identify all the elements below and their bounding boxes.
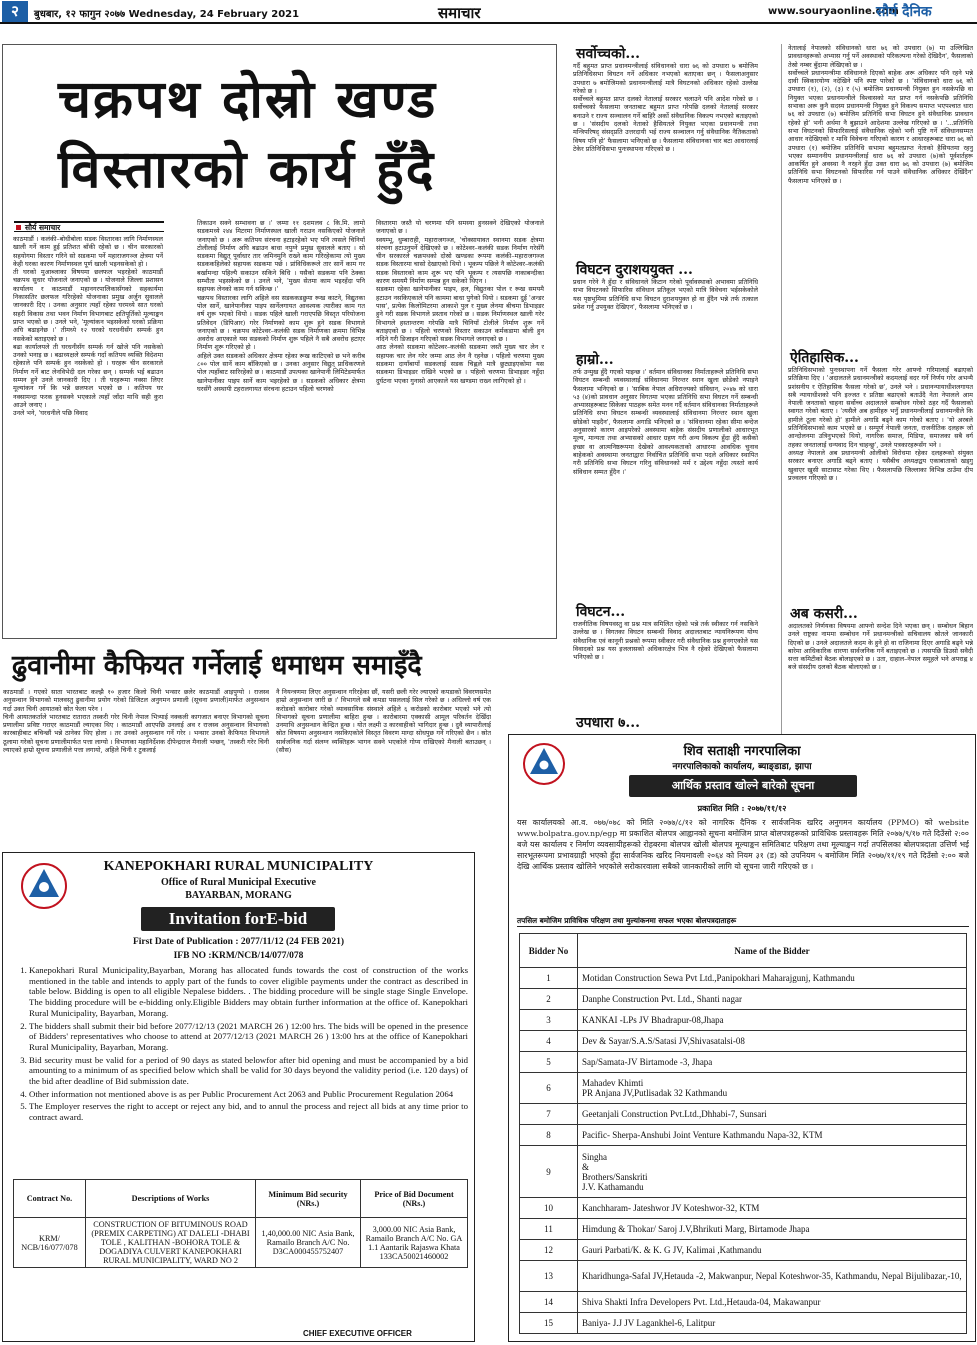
- contract-no: KRM/ NCB/16/077/078: [14, 1218, 86, 1268]
- bidder-table: [519, 933, 967, 1334]
- bidder-number: 7: [520, 1104, 578, 1125]
- bidder-number: 11: [520, 1219, 578, 1240]
- byline-text: सौर्य समाचार: [25, 223, 61, 232]
- clause-item: 3. Bid security must be valid for a period of 90 days as stated belowfor after bid opening and must be accompanied by a bid amounting to a minimum of as specified below which shall be valid for 30 days beyond the validity period (i.e. 120 days) of the bid after deadline of Bid submission date.: [29, 1055, 468, 1087]
- notice-body: यस कार्यालयको आ.व. ०७७/०७८ को मिति २०७७/८/१२ को नागरिक दैनिक र सार्वजनिक खरिद अनुगमन कार्यालय (PPMO) को website www.bolpatra.gov.np/egp मा प्रकाशित बोलपत्र आह्वानको सूचना बमोजिम प्राप्त बोलपत्रहरूको प्राविधिक प्रस्तावहरू मिति २०७७/९/१७ गते दिउँसो २:०० बजे यस कार्यालय र निर्माण व्यवसायीहरूको रोहबरमा बोलपत्र खोली बोलपत्र मूल्याङ्कन समितिबाट परिक्षण तथा मूल्याङ्कन गर्दा तपसिलका बोलपत्रदाता उत्तिर्ण भई सारभूतरूपमा प्रभावग्राही भएको हुँदा सार्वजनिक खरिद नियमावली २०६४ को नियम ३१ (ड) को उपनियम ५ बमोजिम मिति २०७७/११/१९ गते दिउँसो २:०० बजे देखि आर्थिक प्रस्ताव खोलिने भएकोले सरोकारवाला सबैको जानकारीको लागि यो सूचना जारी गरिएको छ ।: [517, 818, 969, 871]
- story2-headline: ढुवानीमा कैफियत गर्नेलाई धमाधम समाइँदै: [12, 650, 422, 681]
- section-title: समाचार: [438, 4, 481, 22]
- table-header: Contract No.: [14, 1180, 86, 1218]
- notice-address: BAYARBAN, MORANG: [185, 890, 292, 901]
- bidder-name: Geetanjali Construction Pvt.Ltd.,Dhhabi-7, Sunsari: [578, 1104, 967, 1125]
- right-col1-text-3: तर्फ उन्मुख हुँदै गएको पाइन्छ ।' वर्तमान संविधानका निर्माताहरूले प्रतिनिधि सभा विघटन सम्बन्धी व्यवस्थालाई संविधानमा निरन्तर स्थान खुला छोडेको नपाइने फैसलामा भनिएको छ । 'साबिक नेपाल अधिराज्यको संविधान, २०४७ को धारा ५३ (४)को प्रावधान अनुसार विगतमा भएका प्रतिनिधि सभा विघटन गर्ने सम्बन्धी अभ्यासहरूबाट सिकेका पाठहरू समेत मनन गर्दै वर्तमान संविधानका निर्माताहरूले प्रतिनिधि सभा विघटन सम्बन्धी व्यवस्थालाई संविधानमा निरन्तर स्थान खुला छोडेको पाइदैन', फैसलामा अगाडि भनिएको छ । 'संविधानमा रहेका सीमा बन्देज अनुसारको कारण आइपरेको अवस्थामा बाहेक संसदीय प्रणालीको आधारभूत मूल्य, मान्यता तथा अभ्यासको आधार ग्रहण गरी अन्य विकल्प हुँदा हुँदै कसैको इच्छा वा आत्मनिष्ठरूपमा देखेको आवश्यकताको आधारमा आवधिक चुनाव बाहेकको अवस्थामा जनताद्वारा निर्वाचित प्रतिनिधि सभा पदले अधिकार स्थापित गरी प्रतिनिधि सभा विघटन गरिनु संविधानको मर्म र उद्देश्य नहुँदा त्यस्तो कार्य संविधान सम्मत हुँदैन ।': [573, 368, 758, 476]
- table-row: [14, 1218, 468, 1268]
- subhead-vighatan-durashay: विघटन दुराशययुक्त ...: [576, 262, 693, 278]
- website-link[interactable]: www.souryaonline.com: [768, 6, 899, 17]
- square-bullet-icon: [16, 225, 21, 230]
- page-date: बुधबार, १२ फागुन २०७७ Wednesday, 24 February 2021: [34, 9, 300, 20]
- work-description: CONSTRUCTION OF BITUMINOUS ROAD (PREMIX CARPETING) AT DALELI -DHABI TOLE , KALITHAN -BOHORA TOLE & DOGADIYA CULVERT KANEPOKHARI RURAL MUNICIPALITY, WARD NO 2: [86, 1218, 256, 1268]
- table-row: [520, 1052, 967, 1073]
- story2-column-2: नै नियन्त्रणमा लिएर अनुसन्धान गरिरहेका छौं, यसरी छली गरेर ल्याएको कपडाको विवरणसमेत हाम्रो अनुसन्धान जारी छ ।' विभागले सबै कपडा पसललाई सिल गरेको छ । अधिल्लो वर्ष एक करोडको कारोबार गरेको व्यावसायिक संस्थाले अहिले ६ करोडको कारोबार भएको भने त्यो विभागको सूचना प्रणालीमा बाहिरा हुन्छ । कारोबारमा एक्कासी आमूल परिवर्तन देखिँदा उनमाथि अनुसन्धान केन्द्रित हुन्छ । योत लक्ष्मी उ कारवाहीको भागिदार हुन्छ । दुवै व्यापारीलाई स्रोत विषयमा अनुसन्धान नसकिएकोले विस्तृत विवरण माग्दा सोधपुछ गर्ने गरिएको छैन । स्रोत सार्वजनिक गर्दा संलग्न व्यक्तिहरू भागन सक्ने भएकोले गोप्य राखिएको मैनाली बताउछन् । (सौस): [276, 688, 491, 755]
- bidder-number: 2: [520, 989, 578, 1010]
- table-header: Name of the Bidder: [578, 934, 967, 968]
- right-col2-text-3: अदालतको निर्णयका विषयमा आफ्नो सन्देश दिने भएका छन् । सम्बोधन बिहान उनले राष्ट्रका नाममा सम्बोधन गर्ने प्रधानमन्त्रीको सचिवालय स्रोतले जानकारी दिएको छ । उनले अदालतले कदम के हुने हो वा राजिनामा दिएर अगाडि बढ्ने भन्ने बारेमा आधिकारिक धारणा सार्वजनिक गर्ने बताइएको छ । त्यसपछि डिउसो सवैदी सत्ता कमिटीको बैठक बोलाइएको छ । उता, दाहाल–नेपाल समूहले भने अपराह्न ४ बजे संसदीय दलको बैठक बोलाएको छ ।: [788, 622, 973, 672]
- bidder-number: 6: [520, 1073, 578, 1104]
- table-row: [520, 1146, 967, 1198]
- bid-document-price: 3,000.00 NIC Asia Bank, Ramailo Branch A/C No. GA 1.1 Aantarik Rajaswa Khata 133CA50021460002: [361, 1218, 468, 1268]
- table-header: Bidder No: [520, 934, 578, 968]
- subhead-aitihasik: ऐतिहासिक...: [790, 350, 859, 366]
- bidder-name: Mahadev Khimti PR Anjana JV,Putlisadak 32 Kathmandu: [578, 1073, 967, 1104]
- bidder-name: Danphe Construction Pvt. Ltd., Shanti nagar: [578, 989, 967, 1010]
- notice-office: नगरपालिकाको कार्यालय, ब्याङ्डाडा, झापा: [672, 762, 812, 772]
- table-row: [520, 1261, 967, 1292]
- table-row: [520, 1073, 967, 1104]
- page-number: २: [2, 1, 28, 22]
- bidder-name: Pacific- Sherpa-Anshubi Joint Venture Kathmandu Napa-32, KTM: [578, 1125, 967, 1146]
- table-row: [520, 1240, 967, 1261]
- notice-banner: आर्थिक प्रस्ताव खोल्ने बारेको सूचना: [629, 775, 857, 797]
- bidder-name: Himdung & Thokar/ Saroj J.V,Bhrikuti Marg, Birtamode Jhapa: [578, 1219, 967, 1240]
- table-row: [520, 989, 967, 1010]
- main-story-column-1: काठमाडौं । कलंकी–बोधीबोला सडक विस्तारका लागि निर्माणस्थल खाली गर्ने काम हुई प्रतिशत बाँकी रहेको छ । चीन सरकारको सहयोगमा विस्तार गरिने सो सडकमा पर्ने महाराजगञ्ज क्षेत्रमा पर्ने केही घरका कारण निर्माणस्थल पूर्ण खाली भइनसकेको हो । ती घरको मुआब्जाका विषयमा छलफल भइरहेको काठमाडौं चक्रपथ सुधार योजनाले जनाएको छ । योजनाले जिल्ला प्रशासन कार्यालय र काठमाडौं महानगरपालिकासँगको सहकार्यमा निकासतिर छलफल गरिरहेको योजनाका प्रमुख अर्जुन सुवालले जानकारी दिए । उनका अनुसार त्यहाँ रहेका घरमध्ये सात घरको सहरी विकास तथा भवन निर्माण विभागबाट क्षतिपूर्तिको मूल्याङ्कन प्राप्त भएको छ । उनले भने, 'मूल्यांकन भइसकेको घरको प्रक्रिया अघि बढाइनेछ ।' तीमध्ये १२ घरको घरधनीसँग सम्पर्क हुन नसकेको बताइएको छ । बढा कार्यालयले ती घरधनीसँग सम्पर्क गर्न खोजे पनि नसकेको उनको भनाइ छ । बढाध्यक्षले सम्पर्क गर्दा कतिपय व्यक्ति विदेशमा रहेकाले पनि सम्पर्क हुन नसकेको हो । घरहरू चीन सरकारले निर्माण गर्ने बाट लेनविभेदी दल गरेका छन् । सम्पर्क भई बढाउन सम्मन हुने उनले जानकारी दिए । ती घरहरूमा नक्सा लिएर मूल्यांकन गर्ने कि भन्ने छलफल भएको छ । कतिपय घर नक्सामन्दा फरक हुनसक्ने भएकाले त्यहाँ जाँदा माथि सही कुरा आउने जनाए । उनले भने, 'घरधनीले पछि विवाद: [13, 235, 163, 418]
- table-row: [520, 1010, 967, 1031]
- bidder-number: 4: [520, 1031, 578, 1052]
- bidder-name: Motidan Construction Sewa Pvt Ltd.,Panipokhari Maharajgunj, Kathmandu: [578, 968, 967, 989]
- right-col1-text-4: राजनीतिक विषयवस्तु वा प्रश्न मात्र समिलित रहेको भन्ने तर्क स्वीकार गर्न नसकिने उल्लेख छ । विगतका विघटन सम्बन्धी विवाद अदालतबाट न्यायनिरूपण योग्य संवैधानिक एवं कानूनी प्रश्नको रूपमा स्वीकार गरी संवैधानिक प्रश्न हुनगएकोले यस विवादको प्रश्न यस इजलासको अधिकारक्षेत्र भित्र नै रहेको देखिएको फैसलामा भनिएको छ ।: [573, 620, 758, 662]
- bidder-name: Gauri Parbati/K. & K. G JV, Kalimai ,Kathmandu: [578, 1240, 967, 1261]
- table-row: [520, 1219, 967, 1240]
- subhead-ab-kasari: अब कसरी...: [790, 606, 858, 622]
- contract-table: [13, 1179, 468, 1268]
- byline: [14, 221, 164, 232]
- bidder-number: 3: [520, 1010, 578, 1031]
- main-headline-line1: चक्रपथ दोस्रो खण्ड: [58, 69, 438, 130]
- bidder-number: 12: [520, 1240, 578, 1261]
- bidder-number: 14: [520, 1292, 578, 1313]
- main-headline-line2: विस्तारको कार्य हुँदै: [58, 139, 436, 200]
- notice-clauses: [13, 965, 468, 1125]
- clause-item: 4. Other information not mentioned above is as per Public Procurement Act 2063 and Public Procurement Regulation 2064: [29, 1089, 468, 1100]
- ebid-notice: [2, 852, 475, 1342]
- clause-item: 5. The Employer reserves the right to accept or reject any bid, and to annul the process and reject all bids at any time prior to contract award.: [29, 1101, 468, 1122]
- table-header: Descriptions of Works: [86, 1180, 256, 1218]
- bid-security: 1,40,000.00 NIC Asia Bank, Ramailo Branch A/C No. D3CA000455752407: [256, 1218, 361, 1268]
- table-row: [520, 1125, 967, 1146]
- subhead-hamro: हाम्रो...: [576, 352, 614, 368]
- table-row: [520, 968, 967, 989]
- notice-banner: Invitation forE-bid: [141, 907, 335, 931]
- bidder-number: 5: [520, 1052, 578, 1073]
- subhead-vighatan: विघटन...: [576, 604, 626, 620]
- brand-logo: सौर्य दैनिक: [876, 4, 932, 20]
- signatory: CHIEF EXECUTIVE OFFICER: [303, 1329, 412, 1338]
- bidder-name: Shiva Shakti Infra Developers Pvt. Ltd.,Hetauda-04, Makawanpur: [578, 1292, 967, 1313]
- clause-item: 2. The bidders shall submit their bid before 2077/12/13 (2021 MARCH 26 ) 12:00 hrs. The bids will be opened in the presence of Bidders' representatives who choose to attend at 2077/12/13 (2021 MARCH 26 ) 13:00 hrs at the office of Kanepokhari Rural Municipality, Bayarban, Morang.: [29, 1021, 468, 1053]
- bidder-number: 8: [520, 1125, 578, 1146]
- right-col1-text-1: गर्दै बहुमत प्राप्त प्रधानमन्त्रीलाई संविधानको धारा ७६ को उपधारा ७ बमोजिम प्रतिनिधिसभा विघटन गर्ने अधिकार नभएको बताएका छन् । फैसलाअनुसार उपधारा ७ बमोजिमको प्रधानमन्त्रीलाई मात्रै विघटनको अधिकार रहेको उल्लेख गरेको छ । सर्वोच्चले बहुमत प्राप्त दलको नेतालाई सरकार चलाउने पनि आदेश गरेको छ । सर्वोच्चको फैसलामा जनताबाट बहुमत प्राप्त गरेपछि दलको नेतालाई सरकार बनाउने र राज्य सञ्चालन गर्ने बाहिरै अर्को संवैधानिक विकल्प नभएको बताइएको छ । 'संसदीय दलको नेताको हैसियतले नियुक्त भएका प्रधानमन्त्री तथा मन्त्रिपरिषद् संसद्प्रति उत्तरदायी भई राज्य सञ्चालन गर्नु संवैधानिक नैतिकताको विषय पनि हो' फैसलामा भनिएको छ । फैसलामा संविधानका चार बटा आधारलाई टेकेर प्रतिनिधिसभा पुनःस्थापना गरिएको छ ।: [573, 62, 758, 153]
- table-row: [520, 1198, 967, 1219]
- right-col2-text-1: नेतालाई नेपालको संविधानको धारा ७६ को उपधारा (७) मा उल्लिखित प्रावधानहरूको अभ्यास गर्नु पर्ने अवस्थाको परिकल्पना गरेको देखिदैन', फैसलाको तेस्रो नम्बर बुँदामा लेखिएको छ । सर्वोच्चले प्रधानमन्त्रीमा संविधानले दिएको बाहेक अरू अधिकार पनि रहने भन्ने दावी स्विकारयोग्य नदेखिने पनि स्पष्ट पारेको छ । 'संविधानको धारा ७६ को उपधारा (१), (२), (३) र (५) बमोजिम प्रधानमन्त्री नियुक्त हुन नसकेपछि वा नियुक्त भएका प्रधानमन्त्रीले विश्वासको मत प्राप्त गर्न नसकेपछि प्रतिनिधि सभाका अरू कुनै सदस्य प्रधानमन्त्री नियुक्त हुने विकल्प समाप्त भएपश्चात धारा ७६ को उपधारा (७) बमोजिम प्रतिनिधि सभा विघटन हुने संवैधानिक प्रावधान रहेको हो' भनी अर्थमा नै बुझाउने आदेशमा उल्लेख गरिएको छ । '...प्रतिनिधि सभा विघटनको सिफारिसलाई संवैधानिक रहेको भनी पुष्टि गर्ने संविधानसम्मत आधार नदेखिएको र माथि विवेचना गरिएको कारण र आधारहरूबाट धारा ७६ को उपधारा (१) बमोजिम प्रतिनिधि सभामा बहुमतप्राप्त नेताको हैसियतमा रहनु भएका सम्माननीय प्रधानमन्त्रीलाई धारा ७६ को उपधारा (७)को पूर्वशर्तहरू आकर्षित हुने अवस्था नै नरहने हुँदा उक्त धारा ७६ को उपधारा (७) बमोजिम प्रतिनिधि सभा विघटनको सिफारिस गर्न पाउने संवैधानिक अधिकार देखिँदैन' फैसलामा भनिएको छ ।: [788, 44, 973, 185]
- clause-item: 1. Kanepokhari Rural Municipality,Bayarban, Morang has allocated funds towards the cost of construction of the works mentioned in the table and intends to apply part of the funds to cover eligible payments under the contract as described in table below. Bidding is open to all eligible Nepalese bidders. . The bidding procedure will be single stage Single Envelope. The bidding procedure will be e-bidding only.Eligible Bidders may obtain further information at the office of. Kanepokhari Rural Municipality, Bayarban, Morang.: [29, 965, 468, 1019]
- main-story-column-2: तिकाउन सक्ने सम्भावना छ ।' जम्मा ११ दशमलव ८ कि.मि. लामो सडकमध्ये २४४ मिटरमा निर्माणस्थल खाली गराउन नसकिएको योजनाले जनाएको छ । अरू कतिपय संरचना हटाइरहेको भए पनि त्यसले चिनियाँ टोलीलाई निर्माण अघि बढाउन बाधा नपुग्ने प्रमुख सुवालले बताए । सो सडकमा विद्युत् पूर्वाधार तार जमिनमुनि राख्ने काम गरिरहेकामा त्यो मुख्य सडककहिलेको सहायक सडकमा पर्छ । प्रांविधिकरूले तार सार्ने काम गर बर्खामन्दा पहिल्यै सकाउन सकिने बिधि । यसैको सडकमा पनि ठेक्का सम्भौता भइसकेको छ । उनले भने, 'मुख्य सेतमा काम भइरहँदा पनि सहायक लेनको काम गर्न सकिन्छ ।' चक्रपथ विस्तारका लागि अहिले वस सडककडछुमा रूख काटने, विद्युतका पोल सार्ने, खानेपानीका पाइप सार्नेलगायत आवश्यक त्यारीका काम गत वर्ष शुरू भएको थियो । सडक पहिले खाली गराएपछि विस्तृत परियोजना प्रतिवेदन (डिपिआर) गरेर निर्माणको काम शुरू हुने सडक विभागले जनाएको छ । चक्रपथ कोटेश्वर–कलंकी सडक निर्माणका क्रममा विभिन्न अवरोध आएकाले यस सडकको निर्माण शुरू पहिले नै सबै अवरोध हटाएर निर्माण शुरू गरिएको हो । अहिले उक्त सडकको अधिकार क्षेत्रमा रहेका रूख काटिएको छ भने करीब ८०० पोल सार्ने काम बाँकिएको छ । उनका अनुसार विद्युत् प्राधिकरणले पोल त्यहाँबाट सारिरहेको छ । काठमाडौं उपत्यका खानेपानी लिमिटेडमार्फत खानेपानीका पाइप सार्ने काम भइरहेको छ । सडकको अधिकार क्षेत्रमा घरसँगै अस्थायी टहरालगायत संरचना हटाउन पहिलो चरणको: [197, 219, 365, 393]
- table-header: Price of Bid Document (NRs.): [361, 1180, 468, 1218]
- table-row: [520, 1292, 967, 1313]
- bidder-name: Dev & Sayar/S.A.S/Satasi JV,Shivasatalsi-08: [578, 1031, 967, 1052]
- bidder-number: 1: [520, 968, 578, 989]
- bidder-name: KANKAI -LPs JV Bhadrapur-08,Jhapa: [578, 1010, 967, 1031]
- ifb-number: IFB NO :KRM/NCB/14/077/078: [173, 951, 304, 961]
- notice-title: शिव सताक्षी नगरपालिका: [683, 744, 801, 759]
- bidder-number: 15: [520, 1313, 578, 1334]
- table-caption: तपसिल बमोजिम प्राविधिक परिक्षण तथा मुल्यांकनमा सफल भएका बोलपत्रदाताहरू: [517, 916, 969, 927]
- bidder-number: 9: [520, 1146, 578, 1198]
- table-header: Minimum Bid security (NRs.): [256, 1180, 361, 1218]
- first-publication-date: First Date of Publication : 2077/11/12 (24 FEB 2021): [132, 937, 345, 947]
- bidder-name: Kanchharam- Jateshwor JV Koteshwor-32, KTM: [578, 1198, 967, 1219]
- subhead-sarvochcha: सर्वोच्चको...: [576, 46, 641, 62]
- bidder-number: 10: [520, 1198, 578, 1219]
- notice-office: Office of Rural Municipal Executive: [161, 877, 316, 888]
- column-divider: [781, 44, 782, 734]
- bidder-name: Sap/Samata-JV Birtamode -3, Jhapa: [578, 1052, 967, 1073]
- bidder-rows: [520, 968, 967, 1334]
- bidder-name: Singha & Brothers/Sanskriti J.V. Kathamandu: [578, 1146, 967, 1198]
- table-row: [520, 1031, 967, 1052]
- subhead-upadhara: उपधारा ७...: [576, 715, 640, 731]
- table-row: [520, 1313, 967, 1334]
- financial-proposal-notice: [508, 734, 976, 1342]
- bidder-name: Baniya- J.J JV Lagankhel-6, Lalitpur: [578, 1313, 967, 1334]
- bidder-name: Kharidhunga-Safal JV,Hetauda -2, Makwanpur, Nepal Koteshwor-35, Kathmandu, Nepal Bijulibazar,-10,: [578, 1261, 967, 1292]
- story2-column-1: काठमाडौं । गएको साता भारतबाट कल्झै १० हजार किलो चिनी भन्सार छलेर काठमाडौं आइपुग्यो । राजस्व अनुसन्धान विभागको मालवस्तु ढुवानीमा प्रयोग गरेको डिजिटल अनुगमन प्रणाली (सूचना प्रणाली)मार्फत अनुसन्धान गर्दा उक्त चिनी आयातको स्रोत फेला परेन । चिनी आयातकर्ताले भारतबाट रातारात तस्करी गरेर चिनी नेपाल भित्र्याई नक्कली कागजात बनाएर विभागको सूचना प्रणालीमा प्रविष्ट गराएर काठमाडौं ल्याएका थिए । काठमाडौं आएपछि उनलाई अव र राजस्व अनुसन्धान विभागको कारबाहीबाट बचिन्छौं भन्ने ठानेका थिए होला । तर उनको अनुसन्धान गर्ने गरेर । भन्सार उनको कैफियत विभागले ठूलामा गरेको सूचना प्रणालीमार्फत पत्ता लाग्यो । विभागका महानिर्देशक दीपेन्द्रराज मैनाली भन्छन्, 'तस्करी गरेर चिनी ल्याएको हाम्रो सूचना प्रणालीले पत्ता लगायो, अहिले चिनी र टुकलाई: [3, 688, 269, 755]
- table-row: [520, 1104, 967, 1125]
- right-col2-text-2: प्रतिनिधिसभाको पुनःस्थापना गर्ने फैसला गरेर आफ्नो गरिमालाई बढाएको प्रतिक्रिया दिए । 'अदालतले प्रधानमन्त्रीको कदमलाई वदर गर्ने निर्णय गरेर अभन्मै प्रशंसनीय र ऐतिहासिक फैसला गरेको छ', उनले भने । प्रधानन्यायाधीशलगायत सबै न्यायाधीशको पनि इज्जत र प्रतिष्ठा बढाएको बताउँदै नेता नेपालले आम नेपाली जनताको चाहना सर्वोच्च अदालतले सम्बोधन गरेको ठहर गर्दै फैसलाको स्वागत गरेको बताए । ‘त्यसैले अब हामीहरु भनुँ प्रधानमन्त्रीलाई प्रधानमन्त्रीले कि हामीले ठूला गरेको हो' हामीले अगाडि बढ्ने काम गरेको बताए । 'यो अरबले प्रतिनिधिसभाको काम भएको छ । सम्पूर्ण नेपाली जनता, राजनीतिक दलहरू जो आन्दोलनमा उत्रिनुभएको थियो, नागरिक समाज, मिडिया, समाजका सबै वर्ग तहका जनतालाई धन्यवाद दिन चाहन्छु', उनले पत्रकारहरूसँग भने । अध्यक्ष नेपालले अब प्रधानमन्त्री ओलीको विरोधमा रहेका दलहरूको संयुक्त सरकार बनाएर अगाडि बढ्ने बताए । यसैबीच अध्यक्षद्वय एकाबाताको खड्गु खुवाएर खुसी साटासाट गरेका थिए । फैसलापछि जिल्लाका विभिन्न ठाउँमा दीप प्रज्वलन गरिएको छ ।: [788, 366, 973, 482]
- bidder-number: 13: [520, 1261, 578, 1292]
- publication-date: प्रकाशित मिति : २०७७/११/१२: [697, 803, 787, 813]
- right-col1-text-2: प्रधान गरेने नै हुँदा र संविधानले किटान गरेको पूर्वावस्थाको अभावमा प्रतिनिधि सभा विघटनको सिफारिस संविधान प्रतिकूल भएको मात्रि विवेचना भईसकेकोले यस पृष्ठभूमिमा प्रतिनिधि सभा विघटन दुराशययुक्त हो वा हुँदैन भन्ने तर्फ तत्काल प्रवेश गर्नु उपयुक्त देखिएन', फैसलामा भनिएको छ ।: [573, 278, 758, 311]
- main-story-column-3: विस्तारमा जस्तै यो चरणमा पनि समस्या हुनसक्ने देखिएको योजनाले जनाएको छ । स्वयम्भू, धुम्बाराही, महाराजगञ्ज, 'चोक्सायावत स्थानमा सडक क्षेत्रमा संरचना हटाउनुपर्ने देखिएको छ । कोटेश्वर–कलंकी सडक निर्माण गरेसँगै चीन सरकारले चक्रपथको दोस्रो खण्डका रूपमा कलंकी–महाराजगञ्ज सडक विस्तारमा चासो देखाएको थियो । भूकम्प पछिले नै कोटेश्वर–कलंकी सडक विस्तारको काम शुरू भए पनि भूकम्प र त्यसपछि नाकाबन्दीका कारण समयमै निर्माण सम्पन्न हुन सकेको थिएन । सडकमा रहेका खानेपानीका पाइप, हल, विद्युतका पोल र रूख समयमै हटाउन नसकिएकाले पनि काममा बाधा पुगेको थियो । सडकमा दुई 'अन्डर पास', प्रत्येक किलोमिटरमा आकाशे पुल र मुख्य लेनमा बीचमा डिभाइडर हुने गरी सडक विभागले प्रस्ताव गरेको छ । सडक निर्माणस्थल खाली गरेर विभागले हस्तान्तरण गरेपछि मात्रै चिनियाँ टोलीले निर्माण शुरू गर्ने बताइएको छ । पहिलो चरणको विस्तार सकाउन कर्मकडामा बोली हुन नदिने गरी डिजाइन गरिएको सडक विभागले जनाएको छ । आठ लेनको सडकमा कोटेश्वर–कलंकी सडकमा जस्तै मुख्य चार लेन र सहायक चार लेन गरेर जम्मा आठ लेन नै रहनेछ । पहिलो चरणमा मुख्य सडकमा दायाँबायाँ सडकलाई सडक चिह्नले मात्रै छुट्याइएकोमा यस सडकमा डिभाइडर राखिने भएको छ । पहिलो चरणमा डिभाइडर नहुँदा दुर्घटना भएका गुनासो आएकाले यस खण्डमा राख्न लागिएको हो ।: [376, 219, 544, 385]
- notice-title: KANEPOKHARI RURAL MUNICIPALITY: [103, 859, 374, 874]
